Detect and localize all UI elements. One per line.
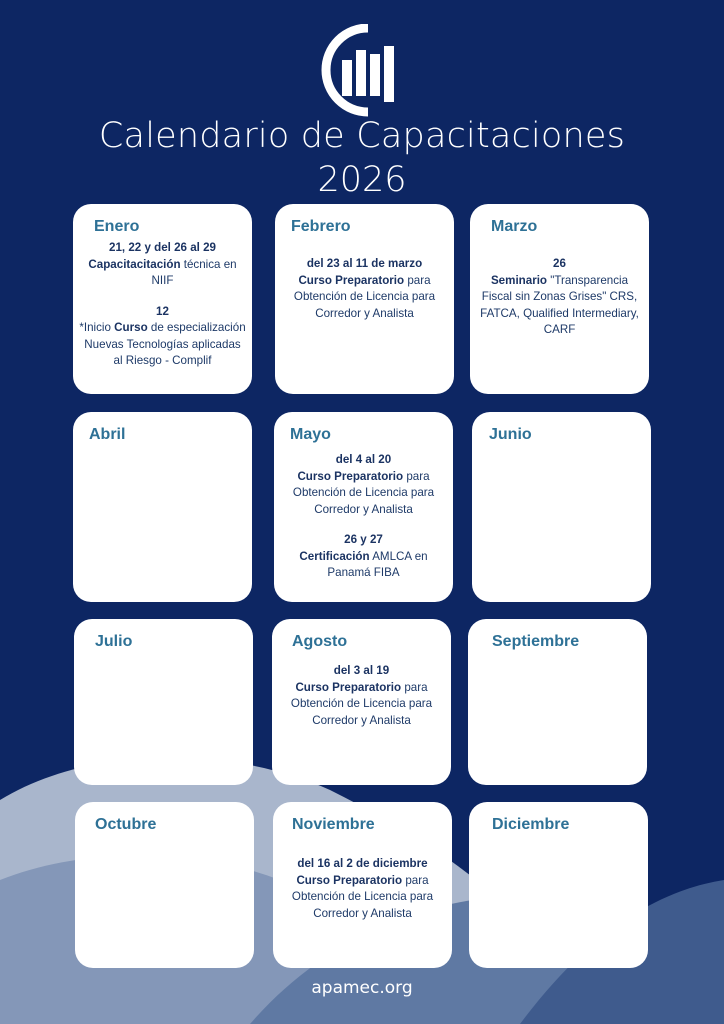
month-name: Septiembre — [492, 633, 580, 650]
event-detail: "Transparencia Fiscal sin Zonas Grises" CRS, FATCA, Qualified Intermediary, CARF — [480, 273, 639, 336]
event — [79, 240, 246, 290]
event-date: 26 — [553, 257, 566, 270]
event-title: Seminario — [490, 273, 548, 287]
month-card-enero — [73, 204, 252, 394]
event-date: del 3 al 19 — [333, 664, 390, 677]
month-card-noviembre — [273, 802, 452, 968]
footer-url: apamec.org — [311, 978, 413, 998]
event-date: 21, 22 y del 26 al 29 — [109, 241, 216, 254]
month-events — [273, 856, 452, 936]
logo-icon — [318, 24, 398, 118]
event — [280, 452, 447, 518]
month-card-marzo — [470, 204, 649, 394]
event-date: 26 y 27 — [344, 533, 383, 546]
month-name: Diciembre — [492, 816, 570, 833]
event-detail: para Obtención de Licencia para Corredor y Analista — [293, 273, 436, 320]
month-events — [272, 663, 451, 743]
month-card-julio — [74, 619, 253, 785]
month-name: Marzo — [491, 218, 538, 235]
month-card-octubre — [75, 802, 254, 968]
month-card-abril — [73, 412, 252, 602]
month-name: Enero — [94, 218, 140, 235]
month-name: Agosto — [292, 633, 348, 650]
event-date: del 16 al 2 de diciembre — [297, 857, 428, 870]
event — [278, 663, 445, 729]
event — [281, 256, 448, 322]
month-card-agosto — [272, 619, 451, 785]
month-card-diciembre — [469, 802, 648, 968]
event-detail: para Obtención de Licencia para Corredor y Analista — [292, 469, 435, 516]
event-title: Curso Preparatorio — [296, 873, 403, 887]
event-detail: para Obtención de Licencia para Corredor y Analista — [290, 680, 433, 727]
event — [280, 532, 447, 582]
event-title: Curso Preparatorio — [295, 680, 402, 694]
month-name: Abril — [89, 426, 126, 443]
event-detail: de especialización Nuevas Tecnologías aplicadas al Riesgo - Complif — [84, 321, 246, 367]
month-name: Mayo — [290, 426, 331, 443]
month-card-febrero — [275, 204, 454, 394]
month-name: Octubre — [95, 816, 157, 833]
month-card-mayo — [274, 412, 453, 602]
event-detail: técnica en NIIF — [151, 257, 237, 287]
event-title: Capacitacitación — [88, 257, 181, 271]
month-name: Junio — [489, 426, 532, 443]
event-title: Curso — [114, 321, 148, 334]
month-events — [274, 452, 453, 596]
month-events — [275, 256, 454, 336]
month-name: Febrero — [291, 218, 351, 235]
event-title: Certificación — [299, 549, 370, 563]
event-title: Curso Preparatorio — [297, 469, 404, 483]
month-card-junio — [472, 412, 651, 602]
event-date: del 23 al 11 de marzo — [306, 257, 423, 270]
page-year: 2026 — [317, 160, 407, 200]
event — [79, 304, 246, 370]
month-events — [73, 240, 252, 384]
page-title: Calendario de Capacitaciones — [98, 116, 626, 156]
month-events — [470, 256, 649, 353]
event-detail: AMLCA en Panamá FIBA — [327, 549, 428, 579]
event-prefix: *Inicio — [79, 321, 115, 334]
month-card-septiembre — [468, 619, 647, 785]
event — [279, 856, 446, 922]
event-date: del 4 al 20 — [335, 453, 392, 466]
event-detail: para Obtención de Licencia para Corredor y Analista — [291, 873, 434, 920]
event-title: Curso Preparatorio — [298, 273, 405, 287]
month-name: Noviembre — [292, 816, 375, 833]
event-date: 12 — [156, 304, 169, 318]
event — [476, 256, 643, 339]
month-name: Julio — [95, 633, 133, 650]
